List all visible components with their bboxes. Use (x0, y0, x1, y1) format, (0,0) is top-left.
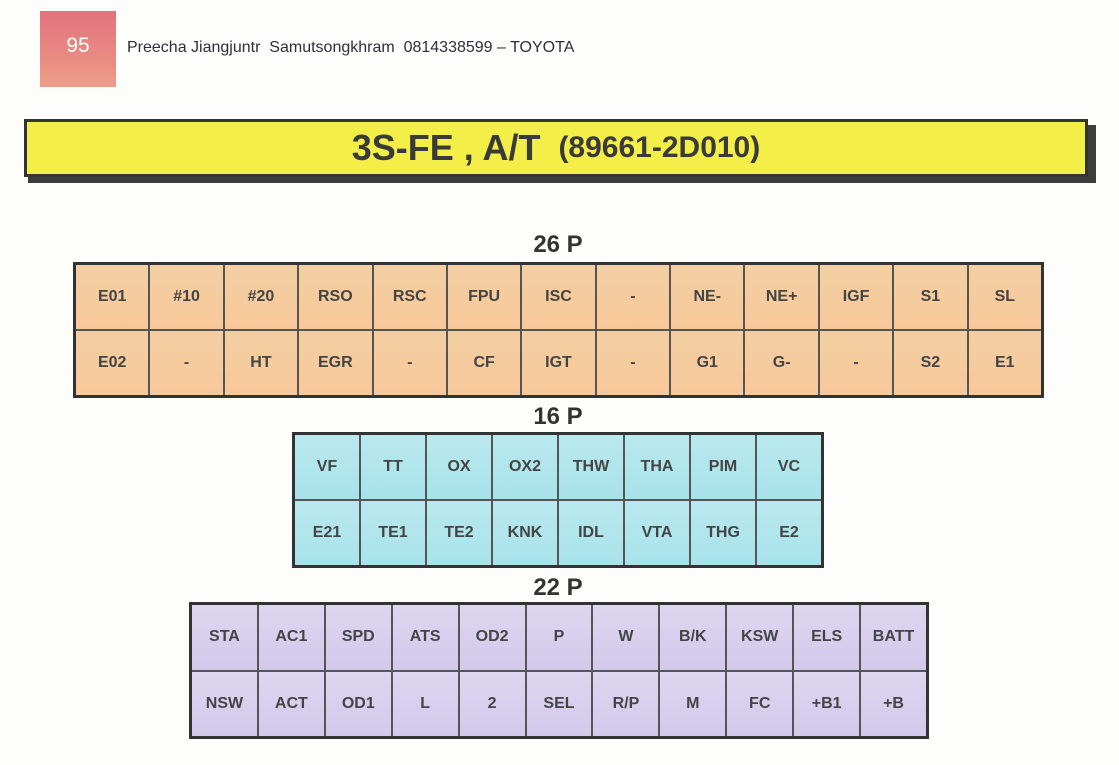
connector-pin: NE+ (745, 265, 817, 329)
connector-16p-label: 16 P (533, 403, 583, 430)
connector-pin: ISC (522, 265, 594, 329)
connector-pin: HT (225, 331, 297, 395)
connector-pin: RSC (374, 265, 446, 329)
connector-pin: IGF (820, 265, 892, 329)
connector-pin: EGR (299, 331, 371, 395)
connector-26p-label: 26 P (533, 231, 583, 258)
connector-pin: - (820, 331, 892, 395)
connector-pin: NE- (671, 265, 743, 329)
connector-pin: CF (448, 331, 520, 395)
connector-22p (189, 602, 929, 739)
connector-pin: #10 (150, 265, 222, 329)
connector-pin: FC (727, 672, 792, 737)
connector-26p (73, 262, 1044, 398)
connector-pin: E2 (757, 501, 821, 565)
connector-pin: OD2 (460, 605, 525, 670)
connector-pin: +B (861, 672, 926, 737)
connector-pin: - (597, 265, 669, 329)
connector-pin: PIM (691, 435, 755, 499)
connector-pin: SPD (326, 605, 391, 670)
connector-pin: FPU (448, 265, 520, 329)
connector-pin: W (593, 605, 658, 670)
connector-pin: S2 (894, 331, 966, 395)
connector-pin: STA (192, 605, 257, 670)
connector-pin: - (150, 331, 222, 395)
connector-pin: L (393, 672, 458, 737)
connector-pin: - (597, 331, 669, 395)
connector-pin: THW (559, 435, 623, 499)
page-number-badge (40, 11, 116, 87)
connector-pin: IDL (559, 501, 623, 565)
connector-pin: KSW (727, 605, 792, 670)
connector-22p-label: 22 P (533, 574, 583, 601)
connector-pin: TT (361, 435, 425, 499)
connector-pin: S1 (894, 265, 966, 329)
connector-pin: VF (295, 435, 359, 499)
connector-pin: BATT (861, 605, 926, 670)
connector-pin: OX2 (493, 435, 557, 499)
connector-pin: VTA (625, 501, 689, 565)
connector-pin: ATS (393, 605, 458, 670)
connector-pin: E21 (295, 501, 359, 565)
connector-16p (292, 432, 824, 568)
connector-pin: P (527, 605, 592, 670)
connector-pin: OX (427, 435, 491, 499)
connector-pin: SL (969, 265, 1041, 329)
connector-pin: THG (691, 501, 755, 565)
connector-pin: KNK (493, 501, 557, 565)
connector-pin: - (374, 331, 446, 395)
connector-pin: +B1 (794, 672, 859, 737)
title-bar (24, 119, 1088, 177)
connector-pin: SEL (527, 672, 592, 737)
connector-pin: TE1 (361, 501, 425, 565)
title-engine: 3S-FE , A/T (351, 127, 541, 168)
connector-pin: E02 (76, 331, 148, 395)
connector-pin: E01 (76, 265, 148, 329)
connector-pin: B/K (660, 605, 725, 670)
author-line: Preecha Jiangjuntr Samutsongkhram 0814338599 – TOYOTA (127, 39, 575, 56)
connector-pin: ELS (794, 605, 859, 670)
connector-pin: RSO (299, 265, 371, 329)
connector-pin: AC1 (259, 605, 324, 670)
connector-pin: OD1 (326, 672, 391, 737)
connector-pin: ACT (259, 672, 324, 737)
connector-pin: IGT (522, 331, 594, 395)
connector-pin: G- (745, 331, 817, 395)
connector-pin: E1 (969, 331, 1041, 395)
page-number: 95 (66, 34, 90, 57)
connector-pin: 2 (460, 672, 525, 737)
connector-pin: M (660, 672, 725, 737)
connector-pin: TE2 (427, 501, 491, 565)
connector-pin: G1 (671, 331, 743, 395)
connector-pin: VC (757, 435, 821, 499)
title-part-number: (89661-2D010) (558, 131, 761, 164)
connector-pin: #20 (225, 265, 297, 329)
connector-pin: NSW (192, 672, 257, 737)
connector-pin: R/P (593, 672, 658, 737)
connector-pin: THA (625, 435, 689, 499)
